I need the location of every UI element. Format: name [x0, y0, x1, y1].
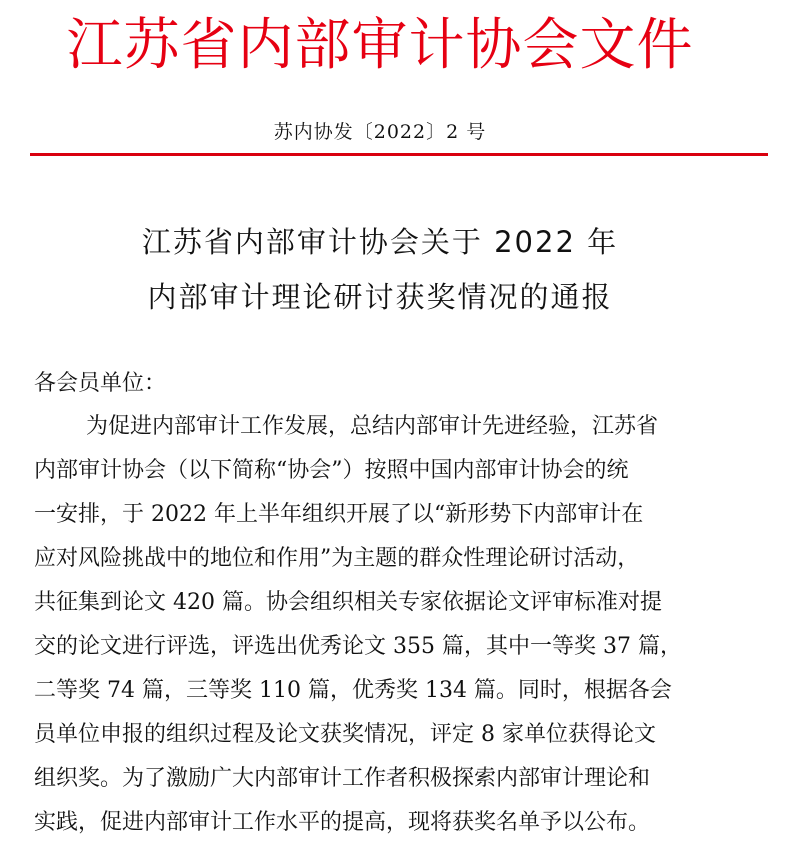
body-line: 二等奖 74 篇，三等奖 110 篇，优秀奖 134 篇。同时，根据各会 — [34, 678, 672, 703]
body-line: 实践，促进内部审计工作水平的提高，现将获奖名单予以公布。 — [34, 810, 651, 835]
body-line: 内部审计协会（以下简称“协会”）按照中国内部审计协会的统 — [34, 458, 629, 483]
salutation: 各会员单位： — [34, 371, 167, 396]
notice-title-line-2: 内部审计理论研讨获奖情况的通报 — [147, 280, 613, 314]
body-paragraph — [34, 405, 734, 845]
document-number: 苏内协发〔2022〕2 号 — [273, 121, 487, 143]
body-line: 员单位申报的组织过程及论文获奖情况，评定 8 家单位获得论文 — [34, 722, 656, 747]
body-line: 交的论文进行评选，评选出优秀论文 355 篇，其中一等奖 37 篇， — [34, 634, 682, 659]
red-divider-line — [30, 153, 768, 156]
body-line: 应对风险挑战中的地位和作用”为主题的群众性理论研讨活动， — [34, 546, 640, 571]
body-line: 为促进内部审计工作发展，总结内部审计先进经验，江苏省 — [86, 414, 659, 439]
body-line: 组织奖。为了激励广大内部审计工作者积极探索内部审计理论和 — [34, 766, 651, 791]
body-line: 共征集到论文 420 篇。协会组织相关专家依据论文评审标准对提 — [34, 590, 662, 615]
notice-title-line-1: 江苏省内部审计协会关于 2022 年 — [141, 225, 619, 259]
body-line: 一安排，于 2022 年上半年组织开展了以“新形势下内部审计在 — [34, 502, 644, 527]
document-header-title: 江苏省内部审计协会文件 — [66, 13, 694, 78]
